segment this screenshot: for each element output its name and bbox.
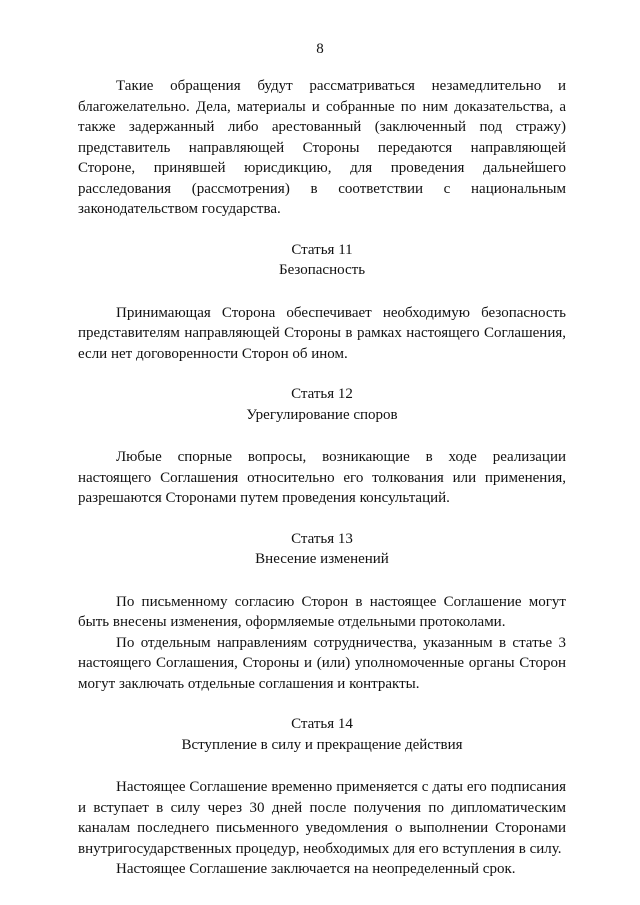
page-number: 8 bbox=[316, 41, 324, 57]
article-number: Статья 12 bbox=[291, 386, 353, 402]
article-13-paragraph-1: По письменному согласию Сторон в настоящее Соглашение могут быть внесены изменения, оформляемые отдельными протоколами. bbox=[78, 593, 566, 630]
article-12-heading bbox=[78, 384, 566, 425]
article-title: Безопасность bbox=[278, 262, 366, 278]
document-body bbox=[78, 76, 566, 880]
article-title: Внесение изменений bbox=[255, 551, 389, 567]
article-14-paragraph-2: Настоящее Соглашение заключается на неопределенный срок. bbox=[116, 861, 516, 877]
article-11-paragraph-1: Принимающая Сторона обеспечивает необходимую безопасность представителям направляющей Стороны в рамках настоящего Соглашения, если нет договоренности Сторон об ином. bbox=[78, 304, 566, 362]
article-14-heading bbox=[78, 714, 566, 755]
article-title: Урегулирование споров bbox=[246, 406, 398, 423]
article-title: Вступление в силу и прекращение действия bbox=[181, 736, 463, 753]
article-11-heading bbox=[78, 240, 566, 281]
article-14-paragraph-1: Настоящее Соглашение временно применяется с даты его подписания и вступает в силу через 30 дней после получения по дипломатическим каналам последнего письменного уведомления о выполнении Сторонами внутригосударственных процедур, необходимых для его вступления в силу. bbox=[78, 779, 566, 857]
article-number: Статья 14 bbox=[291, 716, 353, 732]
article-12-paragraph-1: Любые спорные вопросы, возникающие в ходе реализации настоящего Соглашения относительно его толкования или применения, разрешаются Сторонами путем проведения консультаций. bbox=[78, 449, 566, 506]
article-number: Статья 11 bbox=[291, 241, 353, 258]
article-number: Статья 13 bbox=[291, 530, 353, 547]
intro-paragraph: Такие обращения будут рассматриваться незамедлительно и благожелательно. Дела, материалы и собранные по ним доказательства, а также задержанный либо арестованный (заключенный под стражу) представитель направляющей Стороны передаются направляющей Стороне, принявшей юрисдикцию, для проведения дальнейшего расследования (рассмотрения) в соответствии с национальным законодательством государства. bbox=[78, 78, 566, 217]
article-13-heading bbox=[78, 529, 566, 570]
article-13-paragraph-2: По отдельным направлениям сотрудничества, указанным в статье 3 настоящего Соглашения, Стороны и (или) уполномоченные органы Сторон могут заключать отдельные соглашения и контракты. bbox=[78, 634, 566, 692]
